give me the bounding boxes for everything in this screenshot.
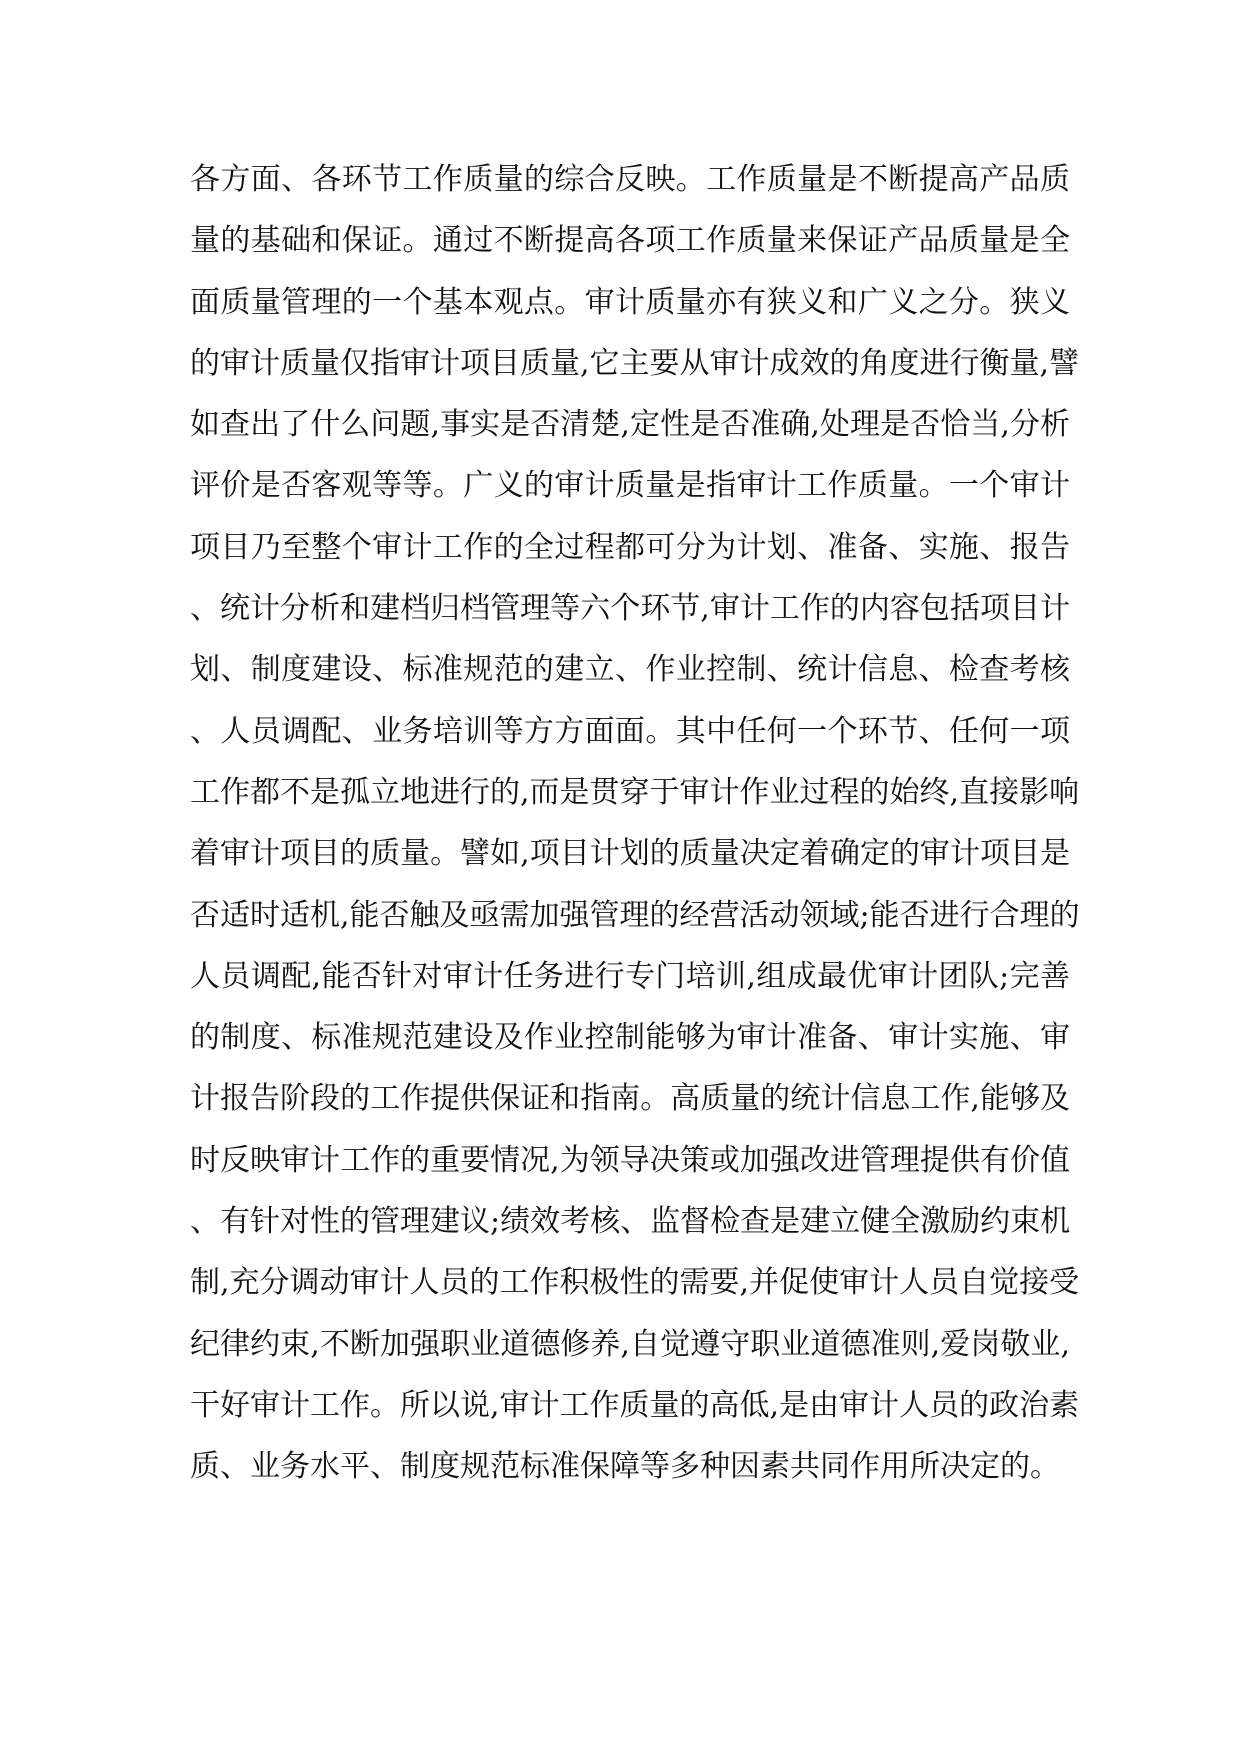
text-line: 纪律约束,不断加强职业道德修养,自觉遵守职业道德准则,爱岗敬业, [190, 1326, 1070, 1362]
text-line: 着审计项目的质量。譬如,项目计划的质量决定着确定的审计项目是 [190, 836, 1070, 872]
text-line: 、人员调配、业务培训等方方面面。其中任何一个环节、任何一项 [190, 713, 1070, 749]
text-line: 人员调配,能否针对审计任务进行专门培训,组成最优审计团队;完善 [190, 958, 1070, 994]
text-line: 的制度、标准规范建设及作业控制能够为审计准备、审计实施、审 [190, 1020, 1070, 1056]
text-line: 时反映审计工作的重要情况,为领导决策或加强改进管理提供有价值 [190, 1142, 1070, 1178]
text-line: 否适时适机,能否触及亟需加强管理的经营活动领域;能否进行合理的 [190, 897, 1080, 933]
body-paragraph [190, 160, 1080, 1509]
text-line: 量的基础和保证。通过不断提高各项工作质量来保证产品质量是全 [190, 223, 1070, 259]
text-line: 制,充分调动审计人员的工作积极性的需要,并促使审计人员自觉接受 [190, 1265, 1080, 1301]
text-line: 、统计分析和建档归档管理等六个环节,审计工作的内容包括项目计 [190, 591, 1070, 627]
text-line: 计报告阶段的工作提供保证和指南。高质量的统计信息工作,能够及 [190, 1081, 1070, 1117]
text-line: 项目乃至整个审计工作的全过程都可分为计划、准备、实施、报告 [190, 529, 1070, 565]
text-line: 划、制度建设、标准规范的建立、作业控制、统计信息、检查考核 [190, 652, 1070, 688]
text-line: 如查出了什么问题,事实是否清楚,定性是否准确,处理是否恰当,分析 [190, 407, 1070, 443]
text-line: 、有针对性的管理建议;绩效考核、监督检查是建立健全激励约束机 [190, 1204, 1071, 1240]
text-line: 质、业务水平、制度规范标准保障等多种因素共同作用所决定的。 [190, 1449, 1060, 1485]
text-line: 各方面、各环节工作质量的综合反映。工作质量是不断提高产品质 [190, 162, 1070, 197]
text-line: 面质量管理的一个基本观点。审计质量亦有狭义和广义之分。狭义 [190, 284, 1070, 320]
text-line: 的审计质量仅指审计项目质量,它主要从审计成效的角度进行衡量,譬 [190, 345, 1080, 381]
text-line: 干好审计工作。所以说,审计工作质量的高低,是由审计人员的政治素 [190, 1387, 1080, 1423]
text-line: 工作都不是孤立地进行的,而是贯穿于审计作业过程的始终,直接影响 [190, 774, 1080, 810]
text-line: 评价是否客观等等。广义的审计质量是指审计工作质量。一个审计 [190, 468, 1070, 504]
